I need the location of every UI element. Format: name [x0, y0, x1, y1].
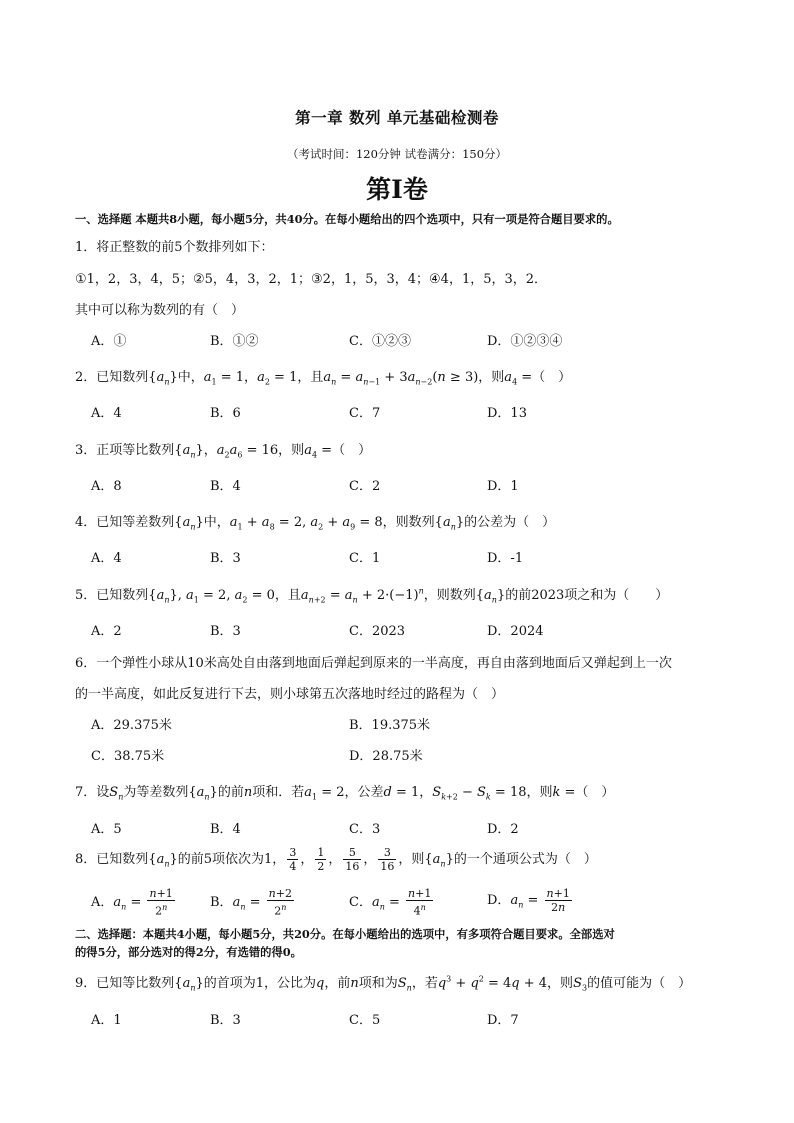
q2-label: 2．已知数列 — [75, 370, 149, 385]
q2-option-c: C．7 — [349, 406, 381, 421]
q1-option-d: D．①②③④ — [487, 334, 563, 349]
q5-formula: $\{a_n\}$, $a_1 = 2$, $a_2 = 0$，且$a_{n+2} = a_n + 2\cdot(-1)^n$，则数列$\{a_n\}$的前2023项之和为（ ） — [148, 586, 669, 605]
q1-option-a: A．① — [91, 334, 127, 349]
q2-stem — [75, 366, 571, 387]
volume-heading: 第Ⅰ卷 — [366, 175, 428, 204]
q9-option-a: A．1 — [91, 1013, 122, 1028]
q7-label: 7．设 — [75, 785, 110, 800]
q9-label: 9．已知等比数列 — [75, 976, 175, 991]
q7-option-d: D．2 — [487, 822, 519, 837]
q4-option-d: D．-1 — [487, 551, 524, 566]
section-heading-2-line2: 的得5分，部分选对的得2分，有选错的得0。 — [75, 945, 302, 959]
section-heading-1: 一、选择题 本题共8小题，每小题5分，共40分。在每小题给出的四个选项中，只有一项是符合题目要求的。 — [75, 212, 619, 226]
q8-option-d: D．$a_n$ = $\frac{n+1}{2n}$ — [487, 887, 570, 914]
q6-option-d: D．28.75米 — [349, 749, 423, 764]
q6-option-a: A．29.375米 — [91, 718, 172, 733]
q6-option-b: B．19.375米 — [349, 718, 431, 733]
q5-stem — [75, 584, 668, 605]
exam-info: （考试时间：120分钟 试卷满分：150分） — [286, 147, 508, 161]
q4-stem — [75, 511, 555, 532]
q5-option-a: A．2 — [91, 624, 122, 639]
q6-stem-line1: 6．一个弹性小球从10米高处自由落到地面后弹起到原来的一半高度，再自由落到地面后又弹起到上一次 — [75, 656, 672, 671]
q3-formula: $\{a_n\}$，$a_2a_6 = 16$，则$a_4$ =（ ） — [174, 443, 372, 460]
q9-option-b: B．3 — [210, 1013, 241, 1028]
q7-option-a: A．5 — [91, 822, 122, 837]
q1-option-c: C．①②③ — [349, 334, 411, 349]
q2-option-d: D．13 — [487, 406, 527, 421]
q9-formula: $\{a_n\}$的首项为1，公比为q，前n项和为$S_n$，若$q^3 + q^2 = 4q + 4$，则$S_3$的值可能为（ ） — [174, 974, 692, 993]
q3-stem — [75, 439, 371, 460]
q8-formula: $\{a_n\}$的前5项依次为1， $\frac{3}{4}$ ， $\frac{1}{2}$ ， $\frac{5}{16}$ ， $\frac{3}{16}$ ，则$\{a_n\}$的一个通项公式为（ ） — [148, 846, 597, 873]
page-title: 第一章 数列 单元基础检测卷 — [295, 108, 499, 127]
q8-stem — [75, 846, 597, 873]
q5-option-d: D．2024 — [487, 624, 544, 639]
q1-stem: 1．将正整数的前5个数排列如下： — [75, 240, 274, 255]
q7-stem — [75, 781, 614, 802]
q2-option-a: A．4 — [91, 406, 122, 421]
q5-label: 5．已知数列 — [75, 588, 149, 603]
q8-option-b: B．$a_n$ = $\frac{n+2}{2^n}$ — [210, 887, 292, 918]
q3-option-b: B．4 — [210, 479, 241, 494]
q2-option-b: B．6 — [210, 406, 241, 421]
q6-stem-line2: 的一半高度，如此反复进行下去，则小球第五次落地时经过的路程为（ ） — [75, 687, 505, 702]
q8-label: 8．已知数列 — [75, 852, 149, 867]
q7-formula: $S_n$为等差数列$\{a_n\}$的前n项和．若$a_1 = 2$，公差d = 1，$S_{k+2} - S_k = 18$，则k =（ ） — [109, 785, 615, 802]
q3-option-c: C．2 — [349, 479, 381, 494]
q7-option-c: C．3 — [349, 822, 381, 837]
q9-option-d: D．7 — [487, 1013, 519, 1028]
q3-label: 3．正项等比数列 — [75, 443, 175, 458]
q4-option-c: C．1 — [349, 551, 381, 566]
q1-option-b: B．①② — [210, 334, 259, 349]
q4-label: 4．已知等差数列 — [75, 515, 175, 530]
q5-option-c: C．2023 — [349, 624, 406, 639]
q1-ask: 其中可以称为数列的有（ ） — [75, 303, 245, 318]
q9-stem — [75, 972, 691, 993]
q3-option-a: A．8 — [91, 479, 122, 494]
q6-option-c: C．38.75米 — [91, 749, 165, 764]
q4-option-a: A．4 — [91, 551, 122, 566]
section-heading-2-line1: 二、选择题：本题共4小题，每小题5分，共20分。在每小题给出的选项中，有多项符合题目要求。全部选对 — [75, 927, 615, 941]
q4-formula: $\{a_n\}$中，$a_1 + a_8 = 2$, $a_2 + a_9 = 8$，则数列$\{a_n\}$的公差为（ ） — [174, 515, 556, 532]
q8-option-a: A．$a_n$ = $\frac{n+1}{2^n}$ — [91, 887, 173, 918]
q3-option-d: D．1 — [487, 479, 519, 494]
q7-option-b: B．4 — [210, 822, 241, 837]
q5-option-b: B．3 — [210, 624, 241, 639]
q1-list: ①1，2，3，4，5；②5，4，3，2，1；③2，1，5，3，4；④4，1，5，3，2． — [75, 272, 548, 287]
q9-option-c: C．5 — [349, 1013, 381, 1028]
q2-formula: $\{a_n\}$中，$a_1 = 1$，$a_2 = 1$，且$a_n = a_{n-1} + 3a_{n-2}(n \ge 3)$，则$a_4$ =（ ） — [148, 370, 572, 387]
q4-option-b: B．3 — [210, 551, 241, 566]
q8-option-c: C．$a_n$ = $\frac{n+1}{4^n}$ — [349, 887, 432, 918]
